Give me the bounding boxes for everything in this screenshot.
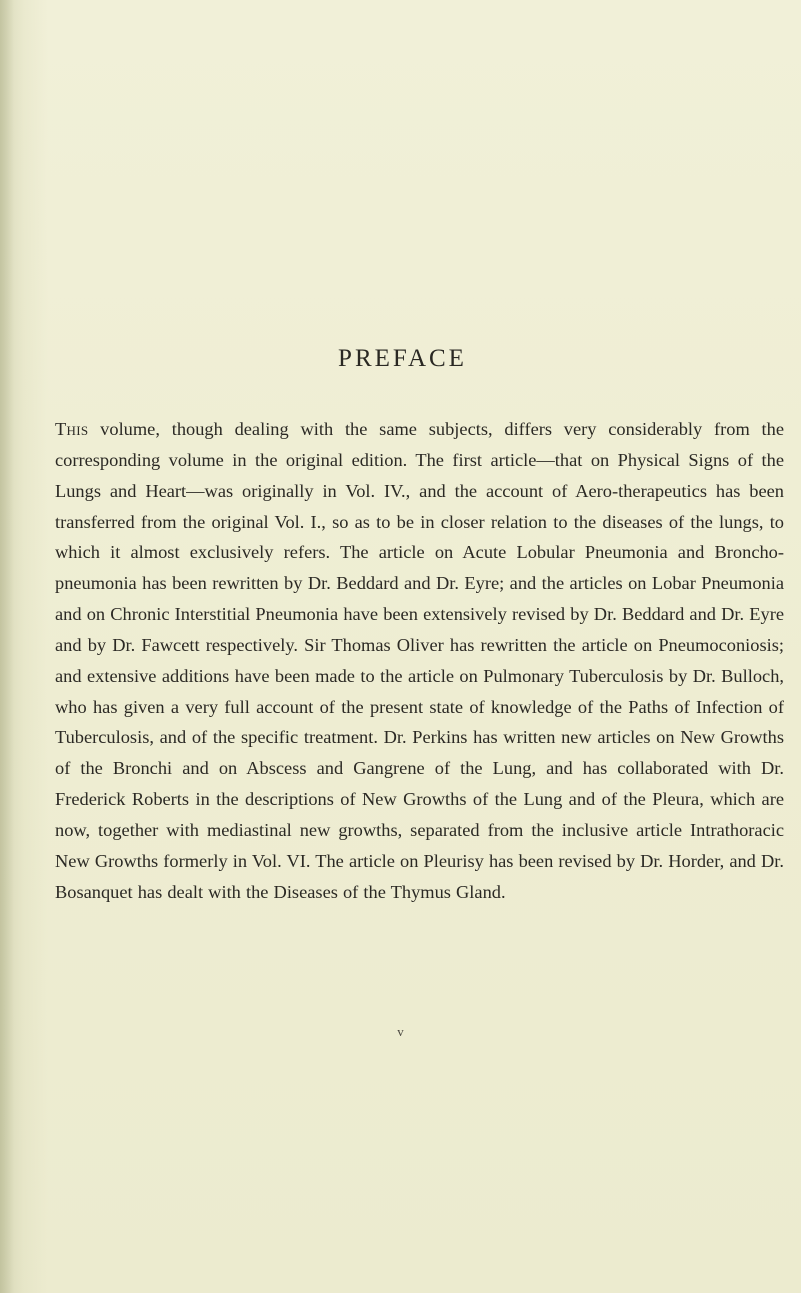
page-title: PREFACE (338, 345, 467, 372)
preface-text: volume, though dealing with the same subjects, differs very considerably from the corresponding volume in the original edition. The first article—that on Physical Signs of the Lungs and Heart—was originally in Vol. IV., and the account of Aero-therapeutics has been transferred from the original Vol. I., so as to be in closer relation to the diseases of the lungs, to which it almost exclusively refers. The article on Acute Lobular Pneumonia and Broncho-pneumonia has been rewritten by Dr. Beddard and Dr. Eyre; and the articles on Lobar Pneumonia and on Chronic Interstitial Pneumonia have been extensively revised by Dr. Beddard and Dr. Eyre and by Dr. Fawcett respectively. Sir Thomas Oliver has rewritten the article on Pneumoconiosis; and extensive additions have been made to the article on Pulmonary Tuberculosis by Dr. Bulloch, who has given a very full account of the present state of knowledge of the Paths of Infection of Tuberculosis, and of the specific treatment. Dr. Perkins has written new articles on New Growths of the Bronchi and on Abscess and Gangrene of the Lung, and has collaborated with Dr. Frederick Roberts in the descriptions of New Growths of the Lung and of the Pleura, which are now, together with mediastinal new growths, separated from the inclusive article Intrathoracic New Growths formerly in Vol. VI. The article on Pleurisy has been revised by Dr. Horder, and Dr. Bosanquet has dealt with the Diseases of the Thymus Gland. (55, 419, 784, 902)
spine-shadow (0, 0, 14, 1293)
page-number: v (397, 1024, 404, 1039)
preface-body (55, 414, 784, 908)
opening-word: This (55, 419, 89, 439)
